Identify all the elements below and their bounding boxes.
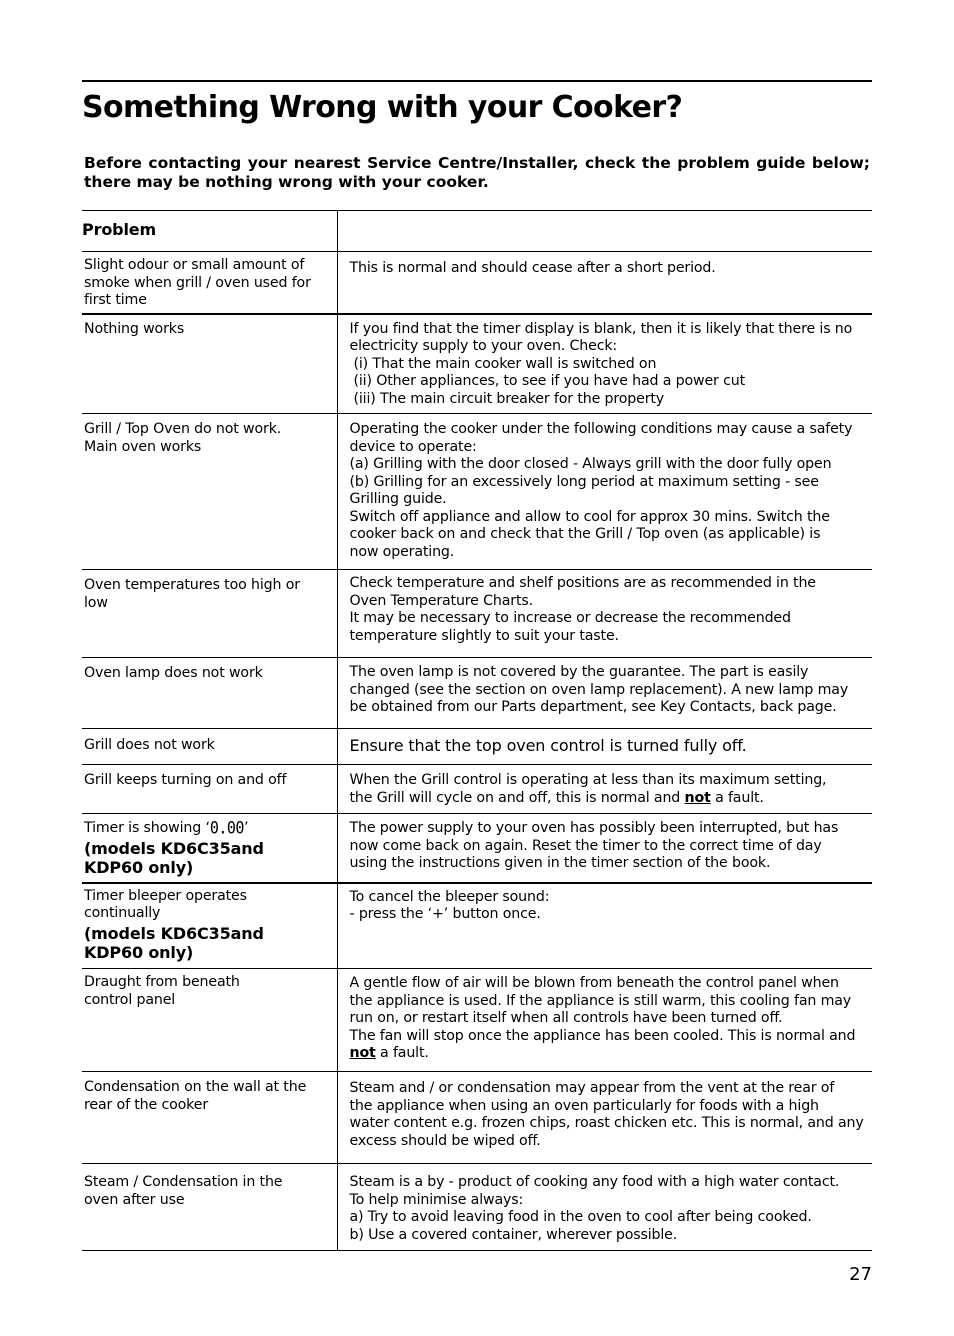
problem-cell: Nothing works: [82, 314, 337, 414]
solution-cell: The power supply to your oven has possibly been interrupted, but has now come back on again. Reset the timer to the correct time of day using the instructions given in the timer section of the book.: [337, 814, 872, 883]
table-row: [82, 765, 872, 814]
table-row: [82, 883, 872, 969]
table-row: [82, 1072, 872, 1164]
problem-cell: Steam / Condensation in the oven after use: [82, 1164, 337, 1251]
problem-cell: Oven temperatures too high or low: [82, 570, 337, 658]
page-number: 27: [849, 1264, 872, 1285]
solution-cell: When the Grill control is operating at less than its maximum setting, the Grill will cycle on and off, this is normal and not a fault.: [337, 765, 872, 814]
table-row: [82, 729, 872, 765]
table-row: [82, 969, 872, 1072]
emphasis-not: not: [684, 789, 711, 806]
problem-guide-table: [82, 210, 872, 1251]
solution-cell: This is normal and should cease after a short period.: [337, 252, 872, 314]
timer-display-readout: 0.00: [209, 817, 244, 839]
top-rule: [82, 80, 872, 82]
solution-cell: Operating the cooker under the following conditions may cause a safety device to operate: (a) Grilling with the door closed - Always grill with the door fully open (b) Grilling for an excessively long period at maximum setting - see Grilling guide. Switch off appliance and allow to cool for approx 30 mins. Switch the cooker back on and check that the Grill / Top oven (as applicable) is now operating.: [337, 414, 872, 570]
table-row: [82, 414, 872, 570]
intro-text: Before contacting your nearest Service Centre/Installer, check the problem guide below; there may be nothing wrong with your cooker.: [84, 154, 870, 191]
table-row: [82, 570, 872, 658]
problem-cell: Oven lamp does not work: [82, 658, 337, 729]
solution-column-header: [337, 211, 872, 252]
problem-cell: Timer bleeper operates continually (models KD6C35and KDP60 only): [82, 883, 337, 969]
emphasis-not: not: [349, 1045, 376, 1061]
problem-cell: Draught from beneath control panel: [82, 969, 337, 1072]
solution-cell: Steam is a by - product of cooking any food with a high water contact. To help minimise always: a) Try to avoid leaving food in the oven to cool after being cooked. b) Use a covered container, wherever possible.: [337, 1164, 872, 1251]
solution-cell: Check temperature and shelf positions are as recommended in the Oven Temperature Charts. It may be necessary to increase or decrease the recommended temperature slightly to suit your taste.: [337, 570, 872, 658]
table-row: [82, 314, 872, 414]
solution-cell: A gentle flow of air will be blown from beneath the control panel when the appliance is used. If the appliance is still warm, this cooling fan may run on, or restart itself when all controls have been turned off. The fan will stop once the appliance has been cooled. This is normal and not a fault.: [337, 969, 872, 1072]
problem-column-header: Problem: [82, 211, 337, 252]
problem-cell: Timer is showing ‘0.00’ (models KD6C35and KDP60 only): [82, 814, 337, 883]
solution-cell: If you find that the timer display is blank, then it is likely that there is no electricity supply to your oven. Check: (i) That the main cooker wall is switched on (ii) Other appliances, to see if you have had a power cut (iii) The main circuit breaker for the property: [337, 314, 872, 414]
problem-cell: Condensation on the wall at the rear of the cooker: [82, 1072, 337, 1164]
table-row: [82, 814, 872, 883]
table-row: [82, 252, 872, 314]
solution-cell: Ensure that the top oven control is turned fully off.: [337, 729, 872, 765]
problem-cell: Grill does not work: [82, 729, 337, 765]
solution-cell: The oven lamp is not covered by the guarantee. The part is easily changed (see the section on oven lamp replacement). A new lamp may be obtained from our Parts department, see Key Contacts, back page.: [337, 658, 872, 729]
table-header-row: [82, 211, 872, 252]
table-row: [82, 658, 872, 729]
solution-cell: To cancel the bleeper sound: - press the ‘+’ button once.: [337, 883, 872, 969]
page-title: Something Wrong with your Cooker?: [82, 90, 683, 125]
problem-cell: Grill keeps turning on and off: [82, 765, 337, 814]
table-row: [82, 1164, 872, 1251]
problem-cell: Slight odour or small amount of smoke when grill / oven used for first time: [82, 252, 337, 314]
solution-cell: Steam and / or condensation may appear from the vent at the rear of the appliance when using an oven particularly for foods with a high water content e.g. frozen chips, roast chicken etc. This is normal, and any excess should be wiped off.: [337, 1072, 872, 1164]
problem-cell: Grill / Top Oven do not work. Main oven works: [82, 414, 337, 570]
